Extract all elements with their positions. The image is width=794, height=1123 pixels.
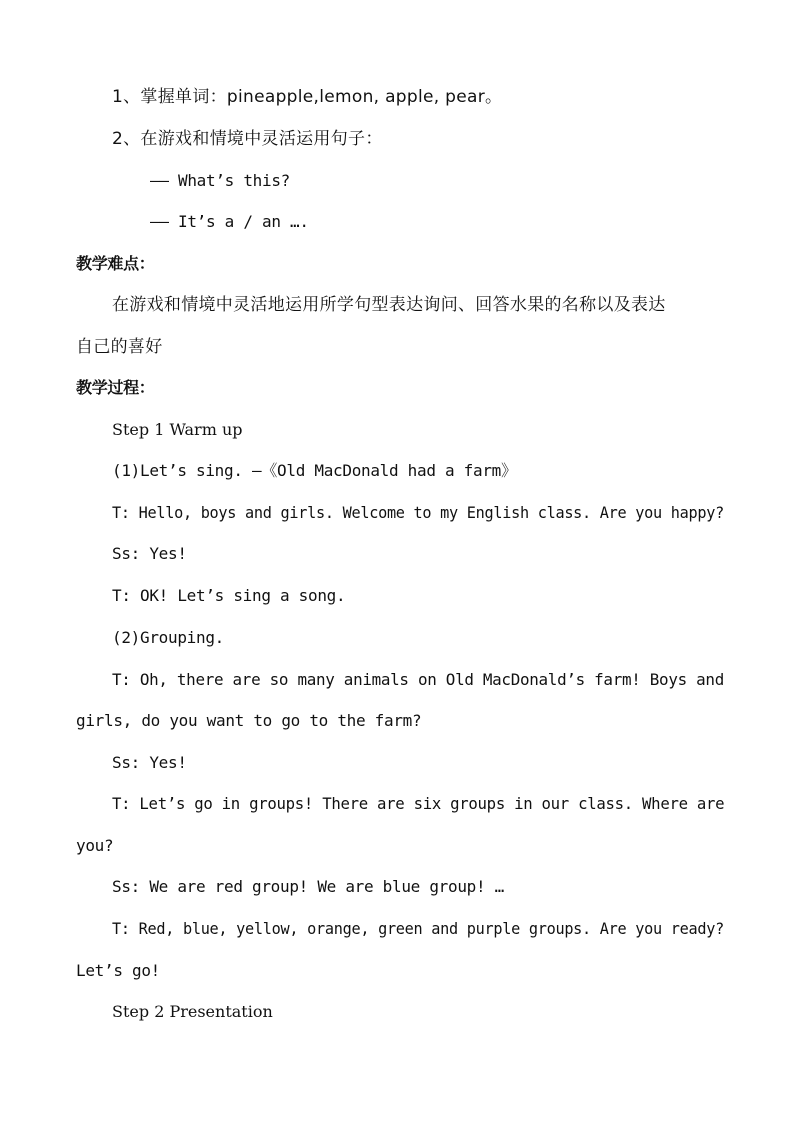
- dialogue-teacher-3-line-2: girls, do you want to go to the farm?: [76, 711, 422, 730]
- process-heading: 教学过程：: [76, 378, 155, 397]
- dialogue-teacher-5-line-2: Let’s go!: [76, 961, 160, 980]
- dialogue-students-2: Ss: Yes!: [112, 753, 187, 772]
- objective-item-1: 1、掌握单词：pineapple,lemon, apple, pear。: [112, 87, 503, 107]
- warmup-sing: (1)Let’s sing. —《Old MacDonald had a farm》: [112, 461, 517, 480]
- dialogue-students-1: Ss: Yes!: [112, 544, 187, 563]
- sentence-pattern-1: —— What’s this?: [150, 171, 290, 190]
- objective-item-2: 2、在游戏和情境中灵活运用句子：: [112, 129, 383, 149]
- step-2-title: Step 2 Presentation: [112, 1002, 273, 1021]
- dialogue-teacher-2: T: OK! Let’s sing a song.: [112, 586, 346, 605]
- dialogue-teacher-1: T: Hello, boys and girls. Welcome to my English class. Are you happy?: [112, 503, 724, 522]
- warmup-grouping: (2)Grouping.: [112, 628, 224, 647]
- difficulty-heading: 教学难点：: [76, 254, 155, 273]
- step-1-title: Step 1 Warm up: [112, 420, 243, 439]
- dialogue-teacher-4-line-2: you?: [76, 836, 114, 855]
- difficulty-text-line-2: 自己的喜好: [76, 337, 163, 357]
- dialogue-teacher-5-line-1: T: Red, blue, yellow, orange, green and purple groups. Are you ready?: [112, 919, 724, 938]
- dialogue-teacher-4-line-1: T: Let’s go in groups! There are six groups in our class. Where are: [112, 794, 725, 813]
- dialogue-students-3: Ss: We are red group! We are blue group! …: [112, 877, 504, 896]
- sentence-pattern-2: —— It’s a / an ….: [150, 212, 309, 231]
- dialogue-teacher-3-line-1: T: Oh, there are so many animals on Old MacDonald’s farm! Boys and: [112, 670, 724, 689]
- difficulty-text-line-1: 在游戏和情境中灵活地运用所学句型表达询问、回答水果的名称以及表达: [112, 295, 666, 315]
